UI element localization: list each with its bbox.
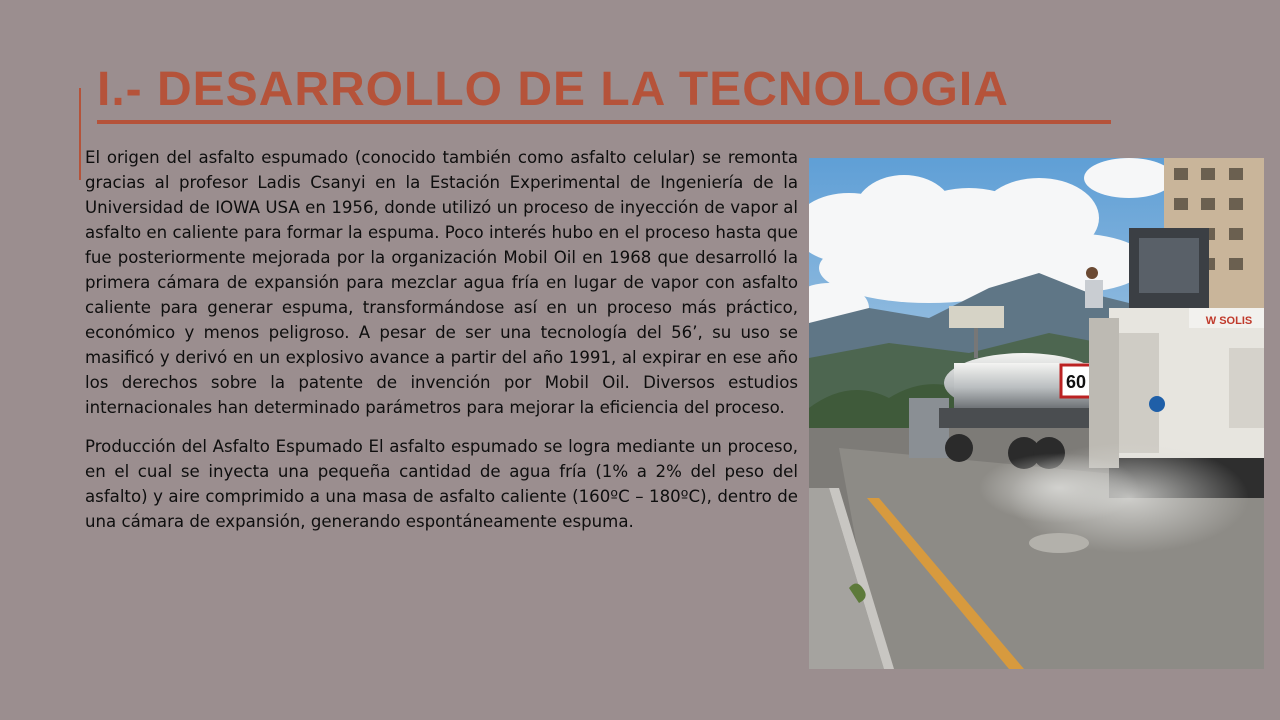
speed-limit-sign: 60 (1065, 372, 1087, 392)
accent-line (79, 88, 81, 180)
paragraph-history: El origen del asfalto espumado (conocido también como asfalto celular) se remonta gracias al profesor Ladis Csanyi en la Estación Experimental de Ingeniería de la Universidad de IOWA USA en 1956, donde utilizó un proceso de inyección de vapor al asfalto en caliente para formar la espuma. Poco interés hubo en el proceso hasta que fue posteriormente mejorada por la organización Mobil Oil en 1968 que desarrolló la primera cámara de expansión para mezclar agua fría en lugar de vapor con asfalto caliente para generar espuma, transformándose así en un proceso más práctico, económico y menos peligroso. A pesar de ser una tecnología del 56’, su uso se masificó y derivó en un explosivo avance a partir del año 1991, al expirar en ese año los derechos sobre la patente de invención por Mobil Oil. Diversos estudios internacionales han determinado parámetros para mejorar la eficiencia del proceso. (85, 148, 798, 417)
paragraph-production: Producción del Asfalto Espumado El asfalto espumado se logra mediante un proceso, en el cual se inyecta una pequeña cantidad de agua fría (1% a 2% del peso del asfalto) y aire comprimido a una masa de asfalto caliente (160ºC – 180ºC), dentro de una cámara de expansión, generando espontáneamente espuma. (85, 437, 798, 531)
slide-title: I.- DESARROLLO DE LA TECNOLOGIA (97, 63, 1009, 116)
body-text (85, 145, 798, 534)
title-underline (97, 120, 1111, 124)
machine-brand-label: W SOLIS (1205, 315, 1253, 327)
road-recycling-photo (809, 158, 1264, 669)
